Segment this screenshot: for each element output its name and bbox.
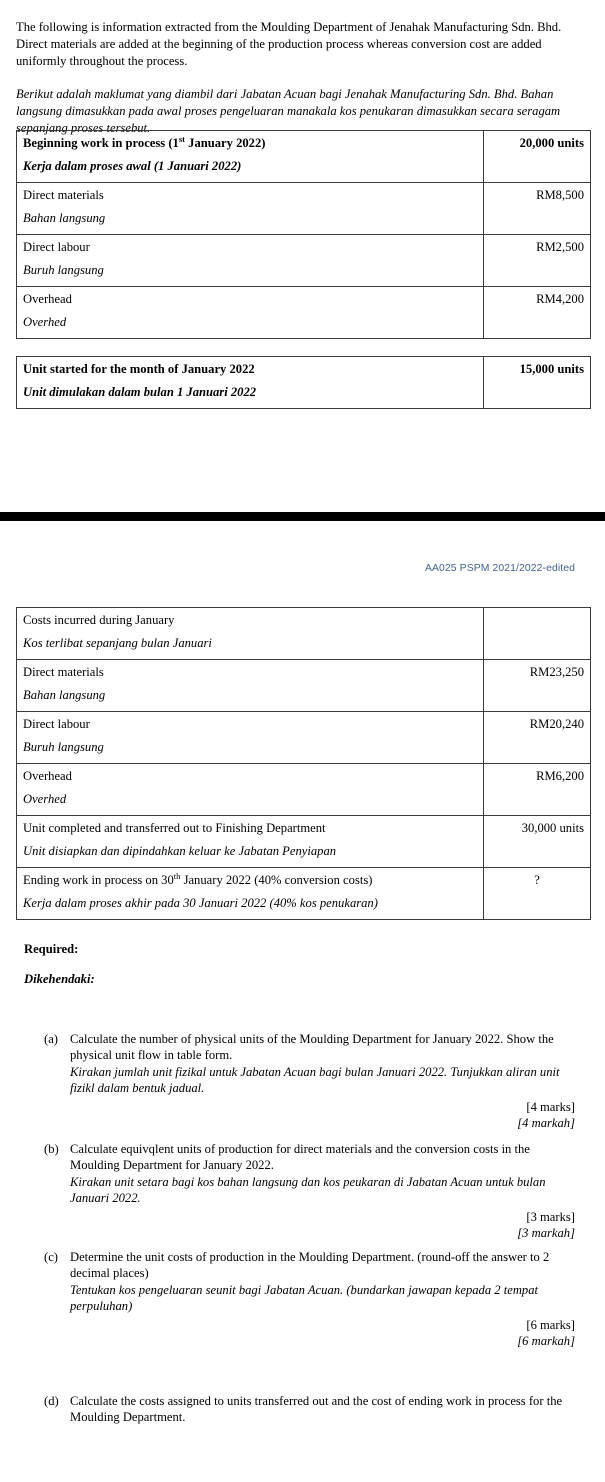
question-item-a	[44, 1031, 576, 1131]
table-costs-incurred	[16, 607, 591, 920]
ordinal-suffix: st	[178, 133, 185, 144]
ordinal-suffix: th	[173, 870, 181, 881]
row-label-english: Beginning work in process (1st January 2022)	[23, 133, 266, 150]
question-body	[70, 1031, 576, 1097]
table-row	[17, 357, 591, 409]
row-label-cell	[17, 868, 484, 920]
running-header: AA025 PSPM 2021/2022-edited	[424, 563, 575, 574]
table-row	[17, 868, 591, 920]
row-label-malay: Bahan langsung	[23, 688, 106, 702]
row-label-english: Costs incurred during January	[23, 613, 175, 627]
question-marker: (a)	[44, 1032, 58, 1046]
row-label-cell	[17, 287, 484, 339]
question-marks	[44, 1099, 576, 1132]
row-value-cell: RM4,200	[484, 287, 591, 339]
question-text-english: Determine the unit costs of production in the Moulding Department. (round-off the answer to 2 decimal places)	[70, 1250, 550, 1281]
table-row	[17, 131, 591, 183]
table-row	[17, 816, 591, 868]
row-label-malay: Buruh langsung	[23, 740, 104, 754]
marks-english: [6 marks]	[526, 1317, 575, 1332]
table-row	[17, 608, 591, 660]
row-value-cell: RM2,500	[484, 235, 591, 287]
row-label-malay: Overhed	[23, 792, 67, 806]
question-text-english: Calculate equivqlent units of production for direct materials and the conversion costs in the Moulding Department for January 2022.	[70, 1142, 530, 1173]
question-text-malay: Kirakan jumlah unit fizikal untuk Jabatan Acuan bagi bulan Januari 2022. Tunjukkan aliran unit fizikl dalam bentuk jadual.	[70, 1064, 560, 1096]
intro-paragraph-english: The following is information extracted from the Moulding Department of Jenahak Manufacturing Sdn. Bhd. Direct materials are added at the beginning of the production process whereas conversion cost are added uniformly throughout the process.	[16, 19, 562, 68]
question-body	[70, 1393, 576, 1426]
question-marks	[44, 1317, 576, 1350]
row-value-cell: RM8,500	[484, 183, 591, 235]
row-label-cell	[17, 131, 484, 183]
table-row	[17, 287, 591, 339]
row-value-cell	[484, 608, 591, 660]
row-value-cell: RM20,240	[484, 712, 591, 764]
row-label-cell	[17, 183, 484, 235]
row-value-cell: RM6,200	[484, 764, 591, 816]
row-label-cell	[17, 357, 484, 409]
question-marker: (c)	[44, 1250, 58, 1264]
question-row	[44, 1031, 576, 1097]
row-label-cell	[17, 608, 484, 660]
question-text-malay: Tentukan kos pengeluaran seunit bagi Jabatan Acuan. (bundarkan jawapan kepada 2 tempat perpuluhan)	[70, 1282, 539, 1314]
row-label-cell	[17, 712, 484, 764]
question-row	[44, 1141, 576, 1207]
row-label-malay: Unit dimulakan dalam bulan 1 Januari 2022	[23, 385, 257, 399]
row-value-cell: 15,000 units	[484, 357, 591, 409]
row-label-english: Direct materials	[23, 188, 104, 202]
question-row	[44, 1393, 576, 1426]
row-label-malay: Buruh langsung	[23, 263, 104, 277]
row-label-cell	[17, 235, 484, 287]
required-heading-malay: Dikehendaki:	[24, 972, 95, 986]
question-item-b	[44, 1141, 576, 1241]
question-body	[70, 1249, 576, 1315]
required-heading-english: Required:	[24, 942, 79, 956]
question-row	[44, 1249, 576, 1315]
row-label-malay: Overhed	[23, 315, 67, 329]
row-label-cell	[17, 764, 484, 816]
marks-english: [3 marks]	[526, 1209, 575, 1224]
row-label-english: Unit completed and transferred out to Finishing Department	[23, 821, 326, 835]
row-label-malay: Unit disiapkan dan dipindahkan keluar ke Jabatan Penyiapan	[23, 844, 337, 858]
table-row	[17, 183, 591, 235]
table-row	[17, 660, 591, 712]
question-marks	[44, 1209, 576, 1242]
question-marker: (b)	[44, 1142, 59, 1156]
table-row	[17, 712, 591, 764]
row-label-english: Ending work in process on 30th January 2022 (40% conversion costs)	[23, 870, 373, 887]
table-beginning-work-in-process	[16, 130, 591, 339]
page-break-bar	[0, 512, 605, 521]
question-text-english: Calculate the costs assigned to units transferred out and the cost of ending work in process for the Moulding Department.	[70, 1394, 563, 1425]
row-label-malay: Kerja dalam proses akhir pada 30 Januari 2022 (40% kos penukaran)	[23, 896, 378, 910]
question-body	[70, 1141, 576, 1207]
row-label-malay: Kerja dalam proses awal (1 Januari 2022)	[23, 159, 242, 173]
row-label-cell	[17, 816, 484, 868]
row-value-cell: 20,000 units	[484, 131, 591, 183]
intro-paragraph-malay: Berikut adalah maklumat yang diambil dari Jabatan Acuan bagi Jenahak Manufacturing Sdn. Bhd. Bahan langsung dimasukkan pada awal proses pengeluaran manakala kos penukaran dimasukkan secara seragam sepanjang proses tersebut.	[16, 86, 561, 135]
row-label-malay: Bahan langsung	[23, 211, 106, 225]
row-label-english: Unit started for the month of January 2022	[23, 362, 255, 376]
row-label-malay: Kos terlibat sepanjang bulan Januari	[23, 636, 212, 650]
row-label-english: Direct labour	[23, 240, 90, 254]
table-row	[17, 235, 591, 287]
row-label-english: Direct labour	[23, 717, 90, 731]
table-unit-started	[16, 356, 591, 409]
question-item-d	[44, 1393, 576, 1426]
question-text-malay: Kirakan unit setara bagi kos bahan langsung dan kos peukaran di Jabatan Acuan untuk bulan Januari 2022.	[70, 1174, 546, 1206]
marks-malay: [6 markah]	[517, 1334, 575, 1349]
question-text-english: Calculate the number of physical units of the Moulding Department for January 2022. Show the physical unit flow in table form.	[70, 1032, 554, 1063]
row-label-english: Direct materials	[23, 665, 104, 679]
marks-english: [4 marks]	[526, 1099, 575, 1114]
table-row	[17, 764, 591, 816]
row-label-cell	[17, 660, 484, 712]
question-marker: (d)	[44, 1394, 59, 1408]
row-label-english: Overhead	[23, 292, 72, 306]
row-value-cell: 30,000 units	[484, 816, 591, 868]
marks-malay: [3 markah]	[517, 1226, 575, 1241]
question-item-c	[44, 1249, 576, 1349]
row-label-english: Overhead	[23, 769, 72, 783]
marks-malay: [4 markah]	[517, 1116, 575, 1131]
row-value-cell: ?	[484, 868, 591, 920]
row-value-cell: RM23,250	[484, 660, 591, 712]
